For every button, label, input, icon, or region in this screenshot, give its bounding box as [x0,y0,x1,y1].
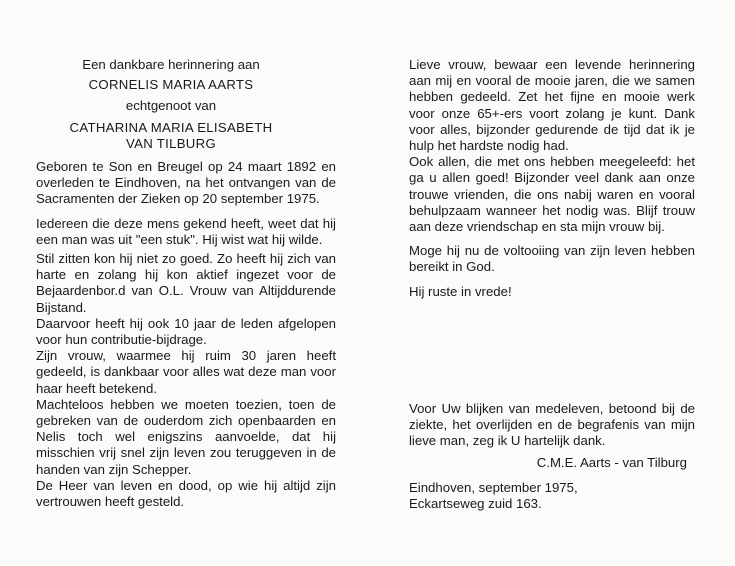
wife-paragraph: Zijn vrouw, waarmee hij ruim 30 jaren heeft gedeeld, is dankbaar voor alles wat deze man voor haar heeft betekend. [36,348,336,396]
address: Eckartseweg zuid 163. [409,495,542,511]
thanks-paragraph: Voor Uw blijken van medeleven, betoond bij de ziekte, het overlijden en de begrafenis van mijn lieve man, zeg ik U hartelijk dank. [409,400,695,449]
right-column [409,0,695,512]
faith-paragraph: De Heer van leven en dood, op wie hij altijd zijn vertrouwen heeft gesteld. [36,477,336,510]
prayer-paragraph: Moge hij nu de voltooiing van zijn leven hebben bereikt in God. [409,243,695,275]
place-date: Eindhoven, september 1975, [409,479,578,495]
left-column [36,0,336,510]
contribution-paragraph: Daarvoor heeft hij ook 10 jaar de leden afgelopen voor hun contributie-bijdrage. [36,315,336,348]
farewell-paragraph: Lieve vrouw, bewaar een levende herinnering aan mij en vooral de mooie jaren, die we samen hebben gedeeld. Zet het fijne en mooie werk voor onze 65+-ers voort zolang je kunt. Dank voor alles, bijzonder gedurende de tijd dat ik je hulp het hardste nodig had. [409,57,695,154]
decline-paragraph: Machteloos hebben we moeten toezien, toen de gebreken van de ouderdom zich openbaarden en Nelis toch wel enigszins aanvoelde, dat hij misschien vrij snel zijn leven zou teruggeven in de handen van zijn Schepper. [36,396,336,477]
spouse-name-line-1: CATHARINA MARIA ELISABETH [69,119,273,135]
spouse-label: echtgenoot van [125,98,217,114]
signature: C.M.E. Aarts - van Tilburg [536,455,687,471]
character-paragraph: Iedereen die deze mens gekend heeft, weet dat hij een man was uit "een stuk". Hij wist wat hij wilde. [36,215,336,247]
spouse-name-line-2: VAN TILBURG [125,135,216,151]
gratitude-paragraph: Ook allen, die met ons hebben meegeleefd: het ga u allen goed! Bijzonder veel dank aan onze trouwe vrienden, die ons nabij waren en vooral behulpzaam wanneer het nodig was. Blijf trouw aan deze vriendschap en sta mijn vrouw bij. [409,154,695,235]
activity-paragraph: Stil zitten kon hij niet zo goed. Zo heeft hij zich van harte en zolang hij kon aktief ingezet voor de Bejaardenbor.d van O.L. Vrouw van Altijddurende Bijstand. [36,251,336,315]
rest-in-peace: Hij ruste in vrede! [409,283,512,299]
deceased-name: CORNELIS MARIA AARTS [88,77,254,93]
birth-death-paragraph: Geboren te Son en Breugel op 24 maart 1892 en overleden te Eindhoven, na het ontvangen van de Sacramenten der Zieken op 20 september 1975. [36,159,336,207]
intro-text: Een dankbare herinnering aan [82,57,260,72]
